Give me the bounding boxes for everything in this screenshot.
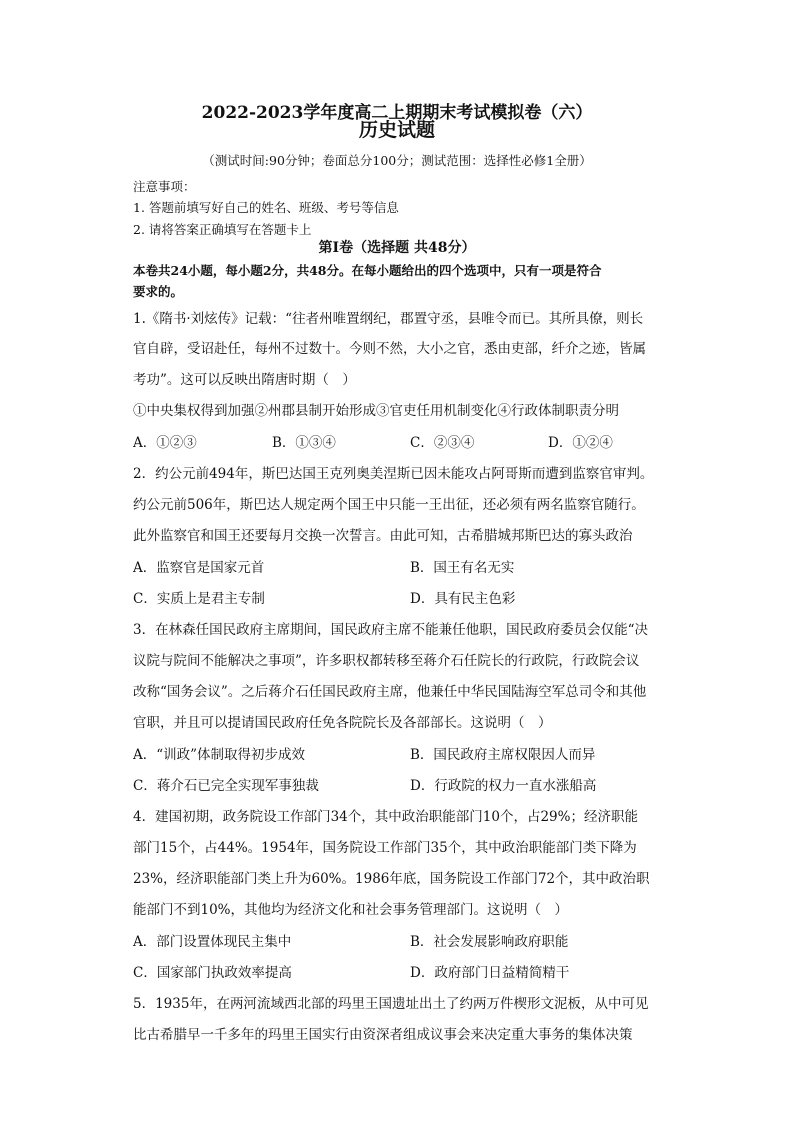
question-1-line: 官自辟，受诏赴任，每州不过数十。今则不然，大小之官，悉由吏部，纤介之迹，皆属 <box>133 341 646 357</box>
option-d: D．行政院的权力一直水涨船高 <box>410 778 597 794</box>
question-2-line: 约公元前506年，斯巴达人规定两个国王中只能一王出征，还必须有两名监察官随行。 <box>133 497 645 513</box>
option-a: A．监察官是国家元首 <box>133 560 265 576</box>
option-c: C．蒋介石已完全实现军事独裁 <box>133 778 319 794</box>
question-2-line: 2．约公元前494年，斯巴达国王克列奥美涅斯已因未能攻占阿哥斯而遭到监察官审判。 <box>133 466 654 482</box>
exam-title: 2022-2023学年度高二上期期末考试模拟卷（六） <box>201 103 593 123</box>
question-1-line: 1.《隋书·刘炫传》记载：“往者州唯置纲纪，郡置守丞，县唯令而已。其所具僚，则长 <box>133 311 644 327</box>
option-c: C．②③④ <box>410 435 475 451</box>
option-a: A．①②③ <box>133 435 197 451</box>
exam-meta: （测试时间:90分钟；卷面总分100分；测试范围：选择性必修1全册） <box>202 153 592 168</box>
option-b: B．社会发展影响政府职能 <box>410 934 569 950</box>
question-4-line: 能部门不到10%，其他均为经济文化和社会事务管理部门。这说明（ ） <box>133 902 569 918</box>
question-1-line: 考功”。这可以反映出隋唐时期（ ） <box>133 372 356 388</box>
option-b: B．①③④ <box>272 435 336 451</box>
exam-subtitle: 历史试题 <box>358 119 435 141</box>
option-b: B．国民政府主席权限因人而异 <box>410 747 596 763</box>
question-3-line: 官职，并且可以提请国民政府任免各院院长及各部部长。这说明（ ） <box>133 715 552 731</box>
question-1-line: ①中央集权得到加强②州郡县制开始形成③官吏任用机制变化④行政体制职责分明 <box>133 403 619 419</box>
question-4-line: 23%，经济职能部门类上升为60%。1986年底，国务院设工作部门72个，其中政治职 <box>133 871 650 887</box>
option-c: C．实质上是君主专制 <box>133 591 265 607</box>
option-c: C．国家部门执政效率提高 <box>133 965 292 981</box>
option-d: D．政府部门日益精简精干 <box>410 965 570 981</box>
question-4-line: 4．建国初期，政务院设工作部门34个，其中政治职能部门10个，占29%；经济职能 <box>133 809 638 825</box>
note-item: 2. 请将答案正确填写在答题卡上 <box>133 222 312 237</box>
question-4-line: 部门15个，占44%。1954年，国务院设工作部门35个，其中政治职能部门类下降为 <box>133 840 637 856</box>
option-a: A．“训政”体制取得初步成效 <box>133 747 306 763</box>
note-item: 1. 答题前填写好自己的姓名、班级、考号等信息 <box>133 200 399 215</box>
option-b: B．国王有名无实 <box>410 560 515 576</box>
section-title: 第I卷（选择题 共48分） <box>318 240 476 256</box>
question-5-line: 比古希腊早一千多年的玛里王国实行由资深者组成议事会来决定重大事务的集体决策 <box>133 1027 633 1043</box>
question-3-line: 3．在林森任国民政府主席期间，国民政府主席不能兼任他职，国民政府委员会仅能“决 <box>133 622 648 638</box>
question-2-line: 此外监察官和国王还要每月交换一次誓言。由此可知，古希腊城邦斯巴达的寡头政治 <box>133 528 633 544</box>
option-a: A．部门设置体现民主集中 <box>133 934 292 950</box>
option-d: D．具有民主色彩 <box>410 591 516 607</box>
section-intro: 要求的。 <box>133 284 184 299</box>
section-intro: 本卷共24小题，每小题2分，共48分。在每小题给出的四个选项中，只有一项是符合 <box>133 263 602 278</box>
option-d: D．①②④ <box>548 435 613 451</box>
notes-heading: 注意事项： <box>133 179 196 194</box>
question-5-line: 5．1935年，在两河流域西北部的玛里王国遗址出土了约两万件楔形文泥板，从中可见 <box>133 996 649 1012</box>
question-3-line: 改称“国务会议”。之后蒋介石任国民政府主席，他兼任中华民国陆海空军总司令和其他 <box>133 684 647 700</box>
question-3-line: 议院与院间不能解决之事项”，许多职权都转移至蒋介石任院长的行政院，行政院会议 <box>133 653 640 669</box>
